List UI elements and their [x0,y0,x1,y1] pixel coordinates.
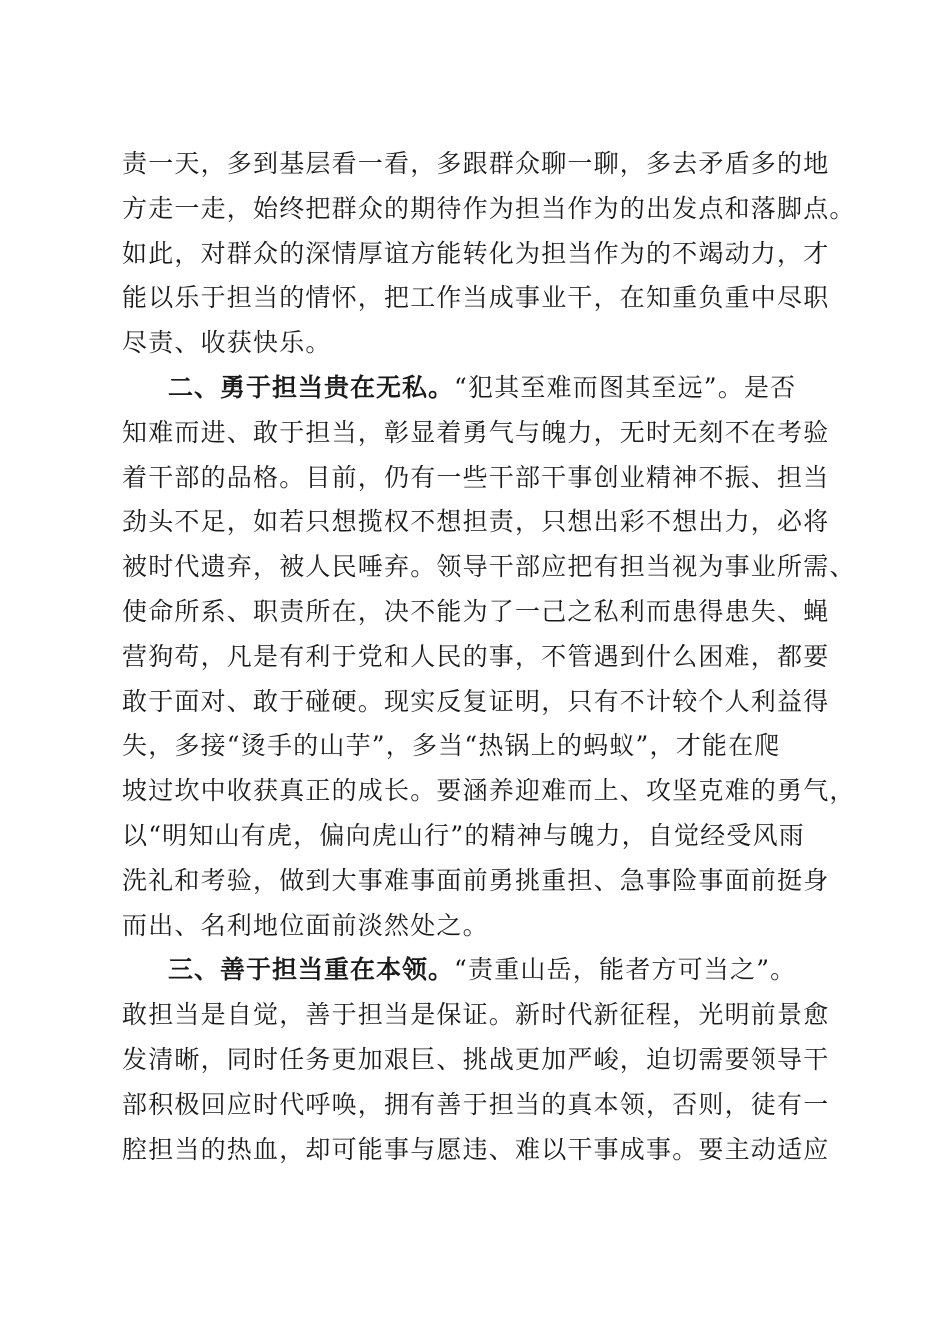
text-line: 以“明知山有虎，偏向虎山行”的精神与魄力，自觉经受风雨 [122,820,805,850]
section-heading-3: 三、善于担当重在本领。 [168,955,455,985]
text-line: 腔担当的热血，却可能事与愿违、难以干事成事。要主动适应 [122,1134,830,1164]
text-line: 着干部的品格。目前，仍有一些干部干事创业精神不振、担当 [122,462,830,492]
text-line: 使命所系、职责所在，决不能为了一己之私利而患得患失、蝇 [122,596,830,626]
paragraph-2 [122,366,856,948]
text-line: 营狗苟，凡是有利于党和人民的事，不管遇到什么困难，都要 [122,641,830,671]
text-line: 如此，对群众的深情厚谊方能转化为担当作为的不竭动力，才 [122,238,830,268]
text-span: “责重山岳，能者方可当之”。 [454,955,797,985]
section-heading-2: 二、勇于担当贵在无私。 [168,372,455,402]
text-line: 劲头不足，如若只想揽权不想担责，只想出彩不想出力，必将 [122,507,830,537]
text-line: 失，多接“烫手的山芋”，多当“热锅上的蚂蚁”，才能在爬 [122,731,781,761]
paragraph-first-line [122,948,852,993]
text-span: “犯其至难而图其至远”。是否 [454,372,797,402]
body-text [122,142,856,1172]
text-line: 发清晰，同时任务更加艰巨、挑战更加严峻，迫切需要领导干 [122,1044,830,1074]
text-line: 能以乐于担当的情怀，把工作当成事业干，在知重负重中尽职 [122,283,830,313]
text-line: 尽责、收获快乐。 [122,328,332,358]
text-line: 坡过坎中收获真正的成长。要涵养迎难而上、攻坚克难的勇气， [122,776,856,806]
text-line: 责一天，多到基层看一看，多跟群众聊一聊，多去矛盾多的地 [122,149,830,178]
text-line: 知难而进、敢于担当，彰显着勇气与魄力，无时无刻不在考验 [122,417,830,447]
text-line: 敢于面对、敢于碰硬。现实反复证明，只有不计较个人利益得 [122,686,830,716]
text-line: 洗礼和考验，做到大事难事面前勇挑重担、急事险事面前挺身 [122,865,830,895]
text-line: 部积极回应时代呼唤，拥有善于担当的真本领，否则，徒有一 [122,1089,830,1119]
paragraph-first-line [122,366,852,411]
text-line: 敢担当是自觉，善于担当是保证。新时代新征程，光明前景愈 [122,1000,830,1030]
text-line: 而出、名利地位面前淡然处之。 [122,910,489,940]
paragraph-3 [122,948,852,1172]
text-line: 被时代遗弃，被人民唾弃。领导干部应把有担当视为事业所需、 [122,552,856,582]
text-line: 方走一走，始终把群众的期待作为担当作为的出发点和落脚点。 [122,193,856,223]
paragraph-1 [122,142,856,366]
